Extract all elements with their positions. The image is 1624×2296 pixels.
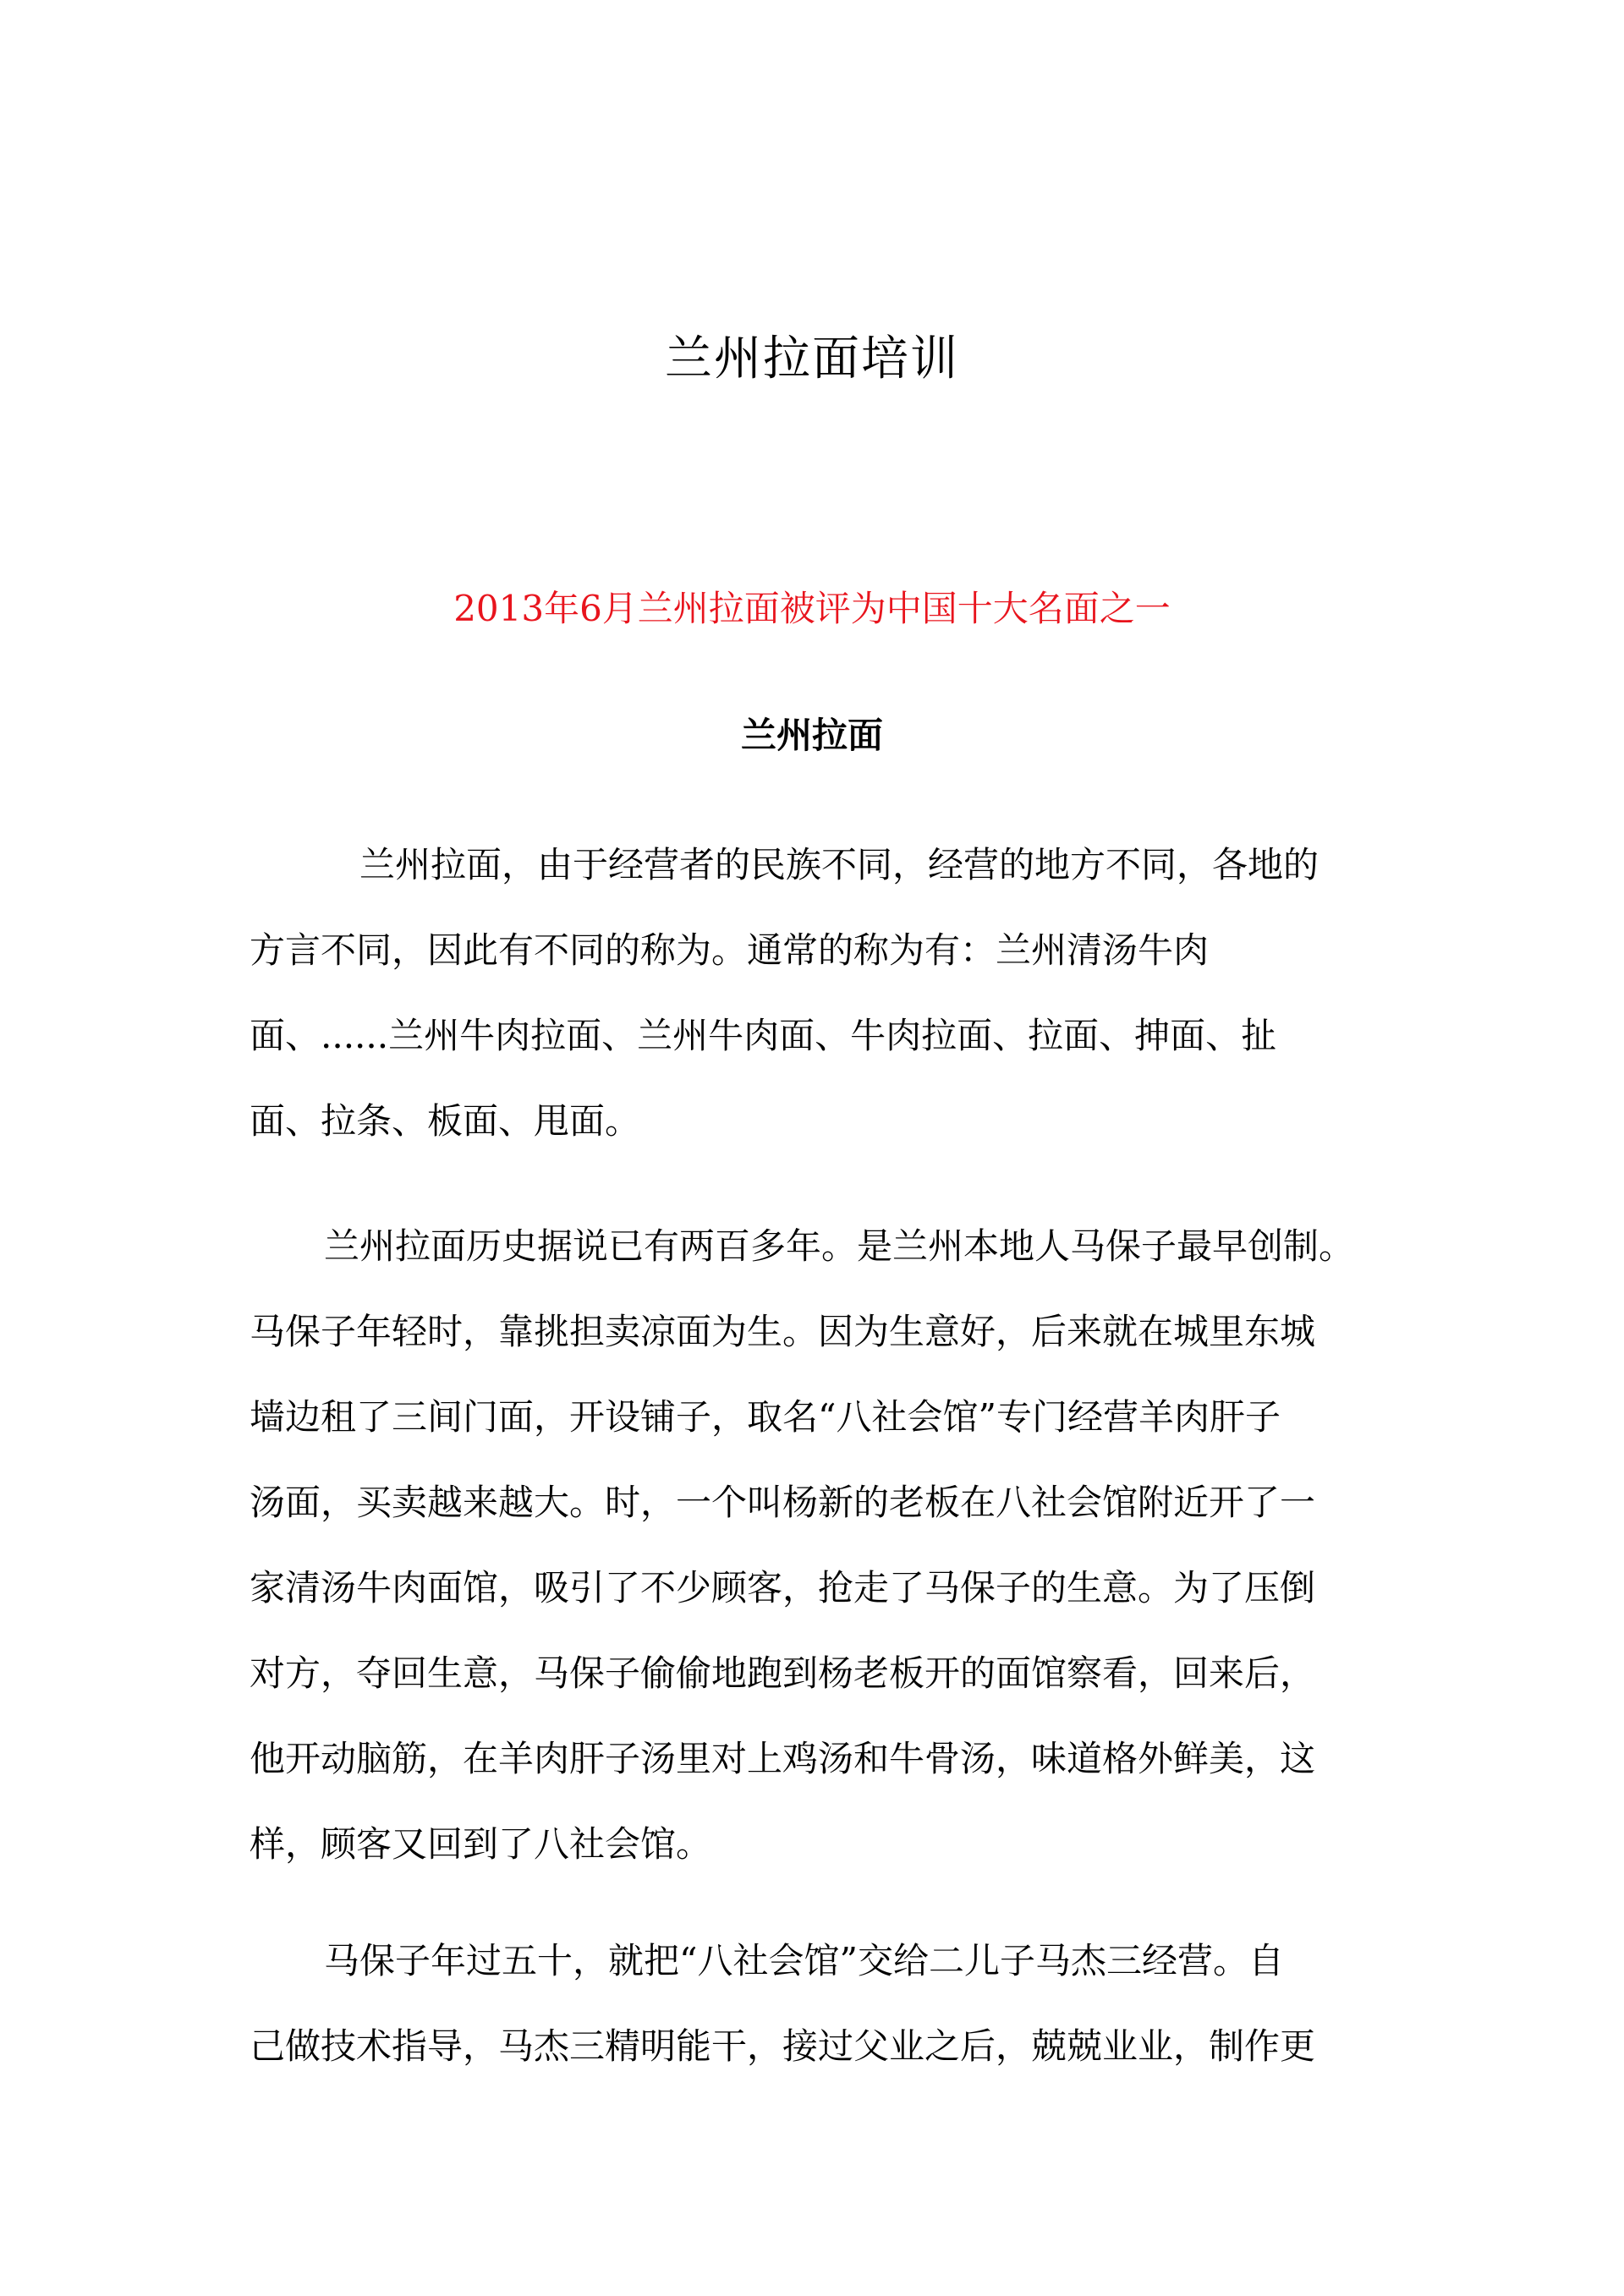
paragraph-line: 汤面，买卖越来越大。时，一个叫杨新的老板在八社会馆附近开了一 bbox=[250, 1482, 1316, 1523]
paragraph-line: 他开动脑筋，在羊肉肝子汤里对上鸡汤和牛骨汤，味道格外鲜美，这 bbox=[250, 1738, 1316, 1779]
paragraph-line: 马保子年轻时，靠挑担卖凉面为生。因为生意好，后来就在城里东城 bbox=[250, 1311, 1316, 1352]
section-heading: 兰州拉面 bbox=[740, 715, 883, 756]
paragraph-line: 马保子年过五十，就把“八社会馆”交给二儿子马杰三经营。自 bbox=[324, 1940, 1284, 1981]
document-title: 兰州拉面培训 bbox=[665, 332, 959, 386]
paragraph-line: 对方，夺回生意，马保子偷偷地跑到杨老板开的面馆察看，回来后， bbox=[250, 1652, 1316, 1694]
paragraph-line: 方言不同，因此有不同的称为。通常的称为有：兰州清汤牛肉 bbox=[250, 929, 1210, 971]
paragraph-line: 家清汤牛肉面馆，吸引了不少顾客，抢走了马保子的生意。为了压倒 bbox=[250, 1567, 1316, 1608]
paragraph-line: 墙边租了三间门面，开设铺子，取名“八社会馆”专门经营羊肉肝子 bbox=[250, 1396, 1281, 1438]
paragraph-names bbox=[250, 822, 1387, 1164]
paragraph-history bbox=[250, 1203, 1387, 1887]
paragraph-line: 己做技术指导，马杰三精明能干，接过父业之后，兢兢业业，制作更 bbox=[250, 2025, 1316, 2067]
paragraph-line: 兰州拉面，由于经营者的民族不同，经营的地方不同，各地的 bbox=[359, 844, 1320, 885]
paragraph-line: 面、拉条、板面、甩面。 bbox=[250, 1100, 641, 1142]
red-subtitle: 2013年6月兰州拉面被评为中国十大名面之一 bbox=[453, 588, 1171, 629]
paragraph-line: 样，顾客又回到了八社会馆。 bbox=[250, 1823, 712, 1865]
paragraph-line: 面、......兰州牛肉拉面、兰州牛肉面、牛肉拉面、拉面、抻面、扯 bbox=[250, 1015, 1277, 1056]
paragraph-line: 兰州拉面历史据说已有两百多年。是兰州本地人马保子最早创制。 bbox=[324, 1225, 1355, 1267]
paragraph-succession bbox=[250, 1918, 1387, 2089]
